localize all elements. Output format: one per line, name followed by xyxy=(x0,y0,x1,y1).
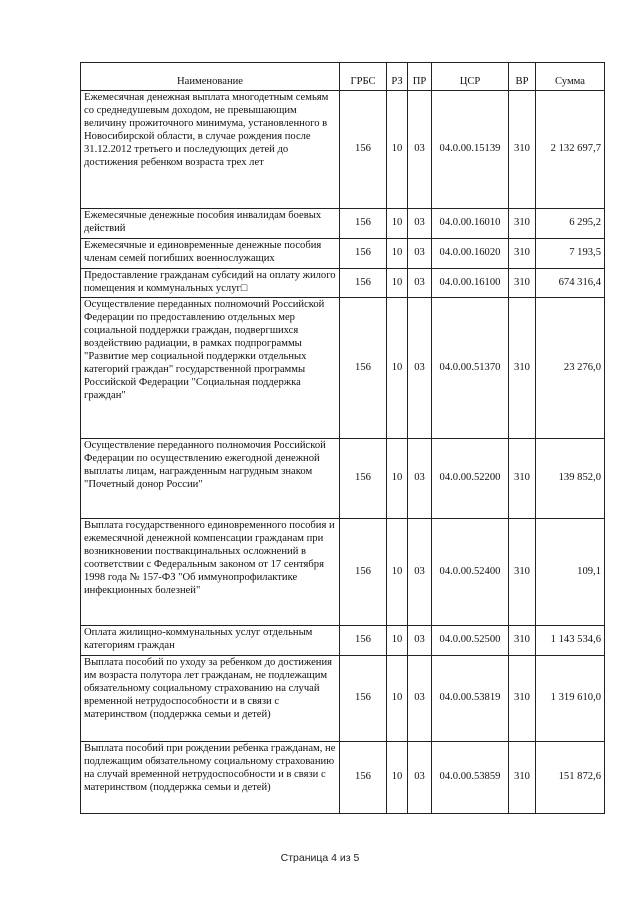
row-csr: 04.0.00.53859 xyxy=(432,742,509,814)
row-name: Осуществление переданных полномочий Российской Федерации по предоставлению отдельных мер социальной поддержки граждан, подвергшихся воздействию радиации, в рамках подпрограммы "Развитие мер социальной поддержки отдельных категорий граждан" государственной программы Российской Федерации "Социальная поддержка граждан" xyxy=(81,298,340,439)
header-csr: ЦСР xyxy=(432,63,509,91)
row-csr: 04.0.00.52500 xyxy=(432,626,509,656)
table-row xyxy=(81,209,605,239)
row-name: Предоставление гражданам субсидий на оплату жилого помещения и коммунальных услуг□ xyxy=(81,268,340,298)
header-rz: РЗ xyxy=(387,63,408,91)
row-rz: 10 xyxy=(387,209,408,239)
row-pr: 03 xyxy=(408,298,432,439)
row-vr: 310 xyxy=(509,268,536,298)
row-sum: 139 852,0 xyxy=(536,439,605,519)
row-grbs: 156 xyxy=(340,626,387,656)
row-sum: 151 872,6 xyxy=(536,742,605,814)
row-vr: 310 xyxy=(509,298,536,439)
row-rz: 10 xyxy=(387,656,408,742)
row-grbs: 156 xyxy=(340,742,387,814)
row-csr: 04.0.00.52400 xyxy=(432,519,509,626)
table-row xyxy=(81,91,605,209)
row-sum: 1 319 610,0 xyxy=(536,656,605,742)
row-csr: 04.0.00.53819 xyxy=(432,656,509,742)
row-pr: 03 xyxy=(408,238,432,268)
row-rz: 10 xyxy=(387,268,408,298)
row-grbs: 156 xyxy=(340,519,387,626)
budget-table xyxy=(80,62,605,814)
row-rz: 10 xyxy=(387,519,408,626)
table-header-row xyxy=(81,63,605,91)
row-name: Выплата пособий по уходу за ребенком до достижения им возраста полутора лет гражданам, не подлежащим обязательному социальному страхованию на случай временной нетрудоспособности и в связи с материнством (поддержка семьи и детей) xyxy=(81,656,340,742)
row-rz: 10 xyxy=(387,439,408,519)
row-vr: 310 xyxy=(509,519,536,626)
row-grbs: 156 xyxy=(340,656,387,742)
row-rz: 10 xyxy=(387,742,408,814)
row-vr: 310 xyxy=(509,626,536,656)
row-grbs: 156 xyxy=(340,209,387,239)
header-pr: ПР xyxy=(408,63,432,91)
header-sum: Сумма xyxy=(536,63,605,91)
row-pr: 03 xyxy=(408,268,432,298)
header-name: Наименование xyxy=(81,63,340,91)
row-pr: 03 xyxy=(408,209,432,239)
table-row xyxy=(81,626,605,656)
header-grbs: ГРБС xyxy=(340,63,387,91)
row-csr: 04.0.00.16020 xyxy=(432,238,509,268)
page-number: Страница 4 из 5 xyxy=(280,852,360,864)
row-grbs: 156 xyxy=(340,238,387,268)
row-rz: 10 xyxy=(387,91,408,209)
row-vr: 310 xyxy=(509,91,536,209)
row-vr: 310 xyxy=(509,742,536,814)
row-sum: 109,1 xyxy=(536,519,605,626)
table-row xyxy=(81,238,605,268)
row-vr: 310 xyxy=(509,439,536,519)
row-name: Выплата государственного единовременного пособия и ежемесячной денежной компенсации гражданам при возникновении поствакцинальных осложнений в соответствии с Федеральным законом от 17 сентября 1998 года № 157-ФЗ "Об иммунопрофилактике инфекционных болезней" xyxy=(81,519,340,626)
row-csr: 04.0.00.16100 xyxy=(432,268,509,298)
row-name: Оплата жилищно-коммунальных услуг отдельным категориям граждан xyxy=(81,626,340,656)
row-rz: 10 xyxy=(387,626,408,656)
header-vr: ВР xyxy=(509,63,536,91)
row-rz: 10 xyxy=(387,238,408,268)
row-csr: 04.0.00.16010 xyxy=(432,209,509,239)
row-grbs: 156 xyxy=(340,268,387,298)
table-row xyxy=(81,439,605,519)
row-rz: 10 xyxy=(387,298,408,439)
row-name: Выплата пособий при рождении ребенка гражданам, не подлежащим обязательному социальному страхованию на случай временной нетрудоспособности и в связи с материнством (поддержка семьи и детей) xyxy=(81,742,340,814)
table-row xyxy=(81,298,605,439)
row-pr: 03 xyxy=(408,519,432,626)
table-row xyxy=(81,656,605,742)
row-grbs: 156 xyxy=(340,439,387,519)
row-name: Осуществление переданного полномочия Российской Федерации по осуществлению ежегодной денежной выплаты лицам, награжденным нагрудным знаком "Почетный донор России" xyxy=(81,439,340,519)
row-sum: 6 295,2 xyxy=(536,209,605,239)
row-sum: 23 276,0 xyxy=(536,298,605,439)
row-pr: 03 xyxy=(408,439,432,519)
row-sum: 1 143 534,6 xyxy=(536,626,605,656)
row-pr: 03 xyxy=(408,91,432,209)
row-vr: 310 xyxy=(509,238,536,268)
row-csr: 04.0.00.52200 xyxy=(432,439,509,519)
table-row xyxy=(81,519,605,626)
row-vr: 310 xyxy=(509,209,536,239)
row-grbs: 156 xyxy=(340,91,387,209)
row-pr: 03 xyxy=(408,626,432,656)
row-name: Ежемесячные денежные пособия инвалидам боевых действий xyxy=(81,209,340,239)
row-sum: 2 132 697,7 xyxy=(536,91,605,209)
row-sum: 674 316,4 xyxy=(536,268,605,298)
row-vr: 310 xyxy=(509,656,536,742)
row-csr: 04.0.00.15139 xyxy=(432,91,509,209)
row-grbs: 156 xyxy=(340,298,387,439)
table-row xyxy=(81,742,605,814)
row-csr: 04.0.00.51370 xyxy=(432,298,509,439)
row-name: Ежемесячная денежная выплата многодетным семьям со среднедушевым доходом, не превышающим величину прожиточного минимума, установленного в Новосибирской области, в случае рождения после 31.12.2012 третьего и последующих детей до достижения ребенком возраста трех лет xyxy=(81,91,340,209)
row-pr: 03 xyxy=(408,656,432,742)
row-pr: 03 xyxy=(408,742,432,814)
table-row xyxy=(81,268,605,298)
row-name: Ежемесячные и единовременные денежные пособия членам семей погибших военнослужащих xyxy=(81,238,340,268)
row-sum: 7 193,5 xyxy=(536,238,605,268)
